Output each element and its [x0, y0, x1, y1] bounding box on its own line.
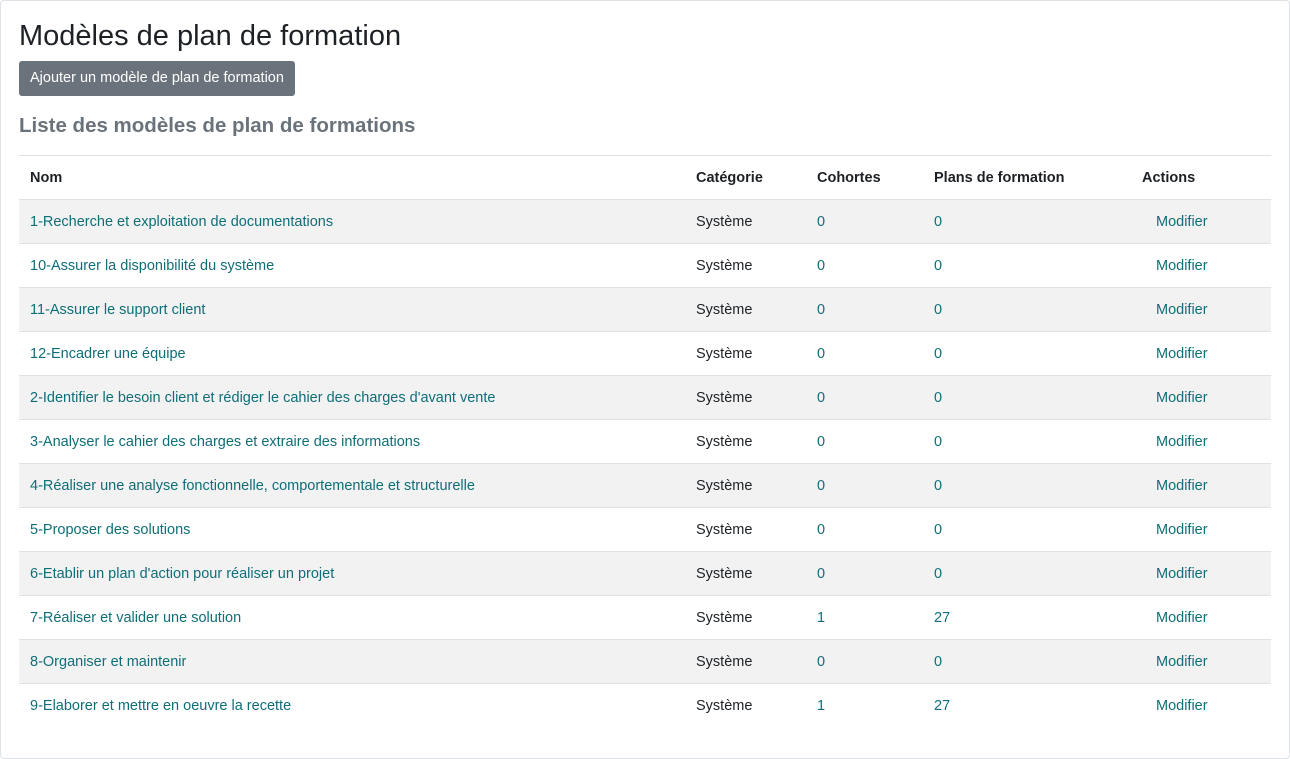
template-name-cell — [19, 244, 685, 288]
add-template-button[interactable]: Ajouter un modèle de plan de formation — [19, 61, 295, 96]
template-name-cell — [19, 640, 685, 684]
template-name-link[interactable]: 9-Elaborer et mettre en oeuvre la recette — [30, 697, 292, 714]
plans-cell — [923, 464, 1131, 508]
cohorts-cell — [806, 288, 923, 332]
cohorts-link[interactable]: 0 — [817, 345, 826, 362]
plans-link[interactable]: 27 — [934, 697, 951, 714]
modify-cell — [1131, 508, 1271, 552]
template-name-cell — [19, 684, 685, 728]
template-name-link[interactable]: 12-Encadrer une équipe — [30, 345, 186, 362]
table-row — [19, 508, 1271, 552]
templates-table — [19, 155, 1271, 728]
header-cohorts: Cohortes — [806, 156, 923, 200]
modify-cell — [1131, 464, 1271, 508]
template-name-cell — [19, 508, 685, 552]
template-name-cell — [19, 552, 685, 596]
modify-link[interactable]: Modifier — [1156, 653, 1208, 670]
cohorts-link[interactable]: 0 — [817, 521, 826, 538]
template-name-link[interactable]: 8-Organiser et maintenir — [30, 653, 187, 670]
header-plans: Plans de formation — [923, 156, 1131, 200]
cohorts-link[interactable]: 1 — [817, 697, 826, 714]
plans-link[interactable]: 0 — [934, 257, 943, 274]
cohorts-link[interactable]: 0 — [817, 301, 826, 318]
modify-link[interactable]: Modifier — [1156, 433, 1208, 450]
modify-cell — [1131, 640, 1271, 684]
section-title: Liste des modèles de plan de formations — [19, 114, 416, 137]
modify-cell — [1131, 200, 1271, 244]
category-cell: Système — [685, 596, 806, 640]
modify-cell — [1131, 684, 1271, 728]
modify-link[interactable]: Modifier — [1156, 389, 1208, 406]
category-cell: Système — [685, 508, 806, 552]
template-name-cell — [19, 332, 685, 376]
plans-cell — [923, 420, 1131, 464]
template-name-link[interactable]: 1-Recherche et exploitation de documentations — [30, 213, 334, 230]
cohorts-link[interactable]: 0 — [817, 389, 826, 406]
category-cell: Système — [685, 420, 806, 464]
header-actions: Actions — [1131, 156, 1271, 200]
plans-link[interactable]: 0 — [934, 653, 943, 670]
template-name-cell — [19, 288, 685, 332]
page-title: Modèles de plan de formation — [19, 20, 402, 52]
category-cell: Système — [685, 332, 806, 376]
modify-cell — [1131, 332, 1271, 376]
cohorts-cell — [806, 376, 923, 420]
table-row — [19, 464, 1271, 508]
plans-cell — [923, 640, 1131, 684]
plans-link[interactable]: 0 — [934, 521, 943, 538]
table-row — [19, 552, 1271, 596]
plans-cell — [923, 596, 1131, 640]
cohorts-link[interactable]: 0 — [817, 433, 826, 450]
plans-link[interactable]: 27 — [934, 609, 951, 626]
cohorts-cell — [806, 552, 923, 596]
cohorts-link[interactable]: 0 — [817, 565, 826, 582]
cohorts-cell — [806, 596, 923, 640]
category-cell: Système — [696, 697, 753, 714]
modify-link[interactable]: Modifier — [1156, 257, 1208, 274]
template-name-cell — [19, 596, 685, 640]
plans-link[interactable]: 0 — [934, 389, 943, 406]
cohorts-link[interactable]: 0 — [817, 213, 826, 230]
modify-link[interactable]: Modifier — [1156, 477, 1208, 494]
category-cell: Système — [685, 244, 806, 288]
category-cell: Système — [685, 464, 806, 508]
plans-link[interactable]: 0 — [934, 301, 943, 318]
template-name-cell — [19, 200, 685, 244]
modify-link[interactable]: Modifier — [1156, 213, 1208, 230]
plans-cell — [923, 552, 1131, 596]
modify-cell — [1131, 596, 1271, 640]
cohorts-cell — [806, 464, 923, 508]
category-cell: Système — [685, 200, 806, 244]
plans-cell — [923, 332, 1131, 376]
cohorts-cell — [806, 420, 923, 464]
table-row — [19, 684, 1271, 728]
plans-link[interactable]: 0 — [934, 433, 943, 450]
table-row — [19, 288, 1271, 332]
table-row — [19, 244, 1271, 288]
cohorts-cell — [806, 244, 923, 288]
template-name-link[interactable]: 7-Réaliser et valider une solution — [30, 609, 242, 626]
plans-link[interactable]: 0 — [934, 565, 943, 582]
table-row — [19, 376, 1271, 420]
plans-cell — [923, 508, 1131, 552]
plans-cell — [923, 288, 1131, 332]
category-cell: Système — [685, 376, 806, 420]
template-name-link[interactable]: 6-Etablir un plan d'action pour réaliser un projet — [30, 565, 335, 582]
table-header-row — [19, 156, 1271, 200]
template-name-link[interactable]: 4-Réaliser une analyse fonctionnelle, comportementale et structurelle — [30, 477, 475, 494]
category-cell: Système — [685, 552, 806, 596]
cohorts-cell — [806, 200, 923, 244]
template-name-cell — [19, 464, 685, 508]
cohorts-cell — [806, 332, 923, 376]
template-name-link[interactable]: 2-Identifier le besoin client et rédiger le cahier des charges d'avant vente — [30, 389, 496, 406]
modify-link[interactable]: Modifier — [1156, 345, 1208, 362]
plans-link[interactable]: 0 — [934, 477, 943, 494]
template-name-link[interactable]: 5-Proposer des solutions — [30, 521, 191, 538]
template-name-link[interactable]: 11-Assurer le support client — [30, 301, 206, 318]
cohorts-link[interactable]: 1 — [817, 609, 826, 626]
cohorts-link[interactable]: 0 — [817, 477, 826, 494]
cohorts-cell — [806, 508, 923, 552]
table-row — [19, 420, 1271, 464]
table-body — [19, 200, 1271, 728]
category-cell: Système — [685, 288, 806, 332]
table-row — [19, 640, 1271, 684]
header-category: Catégorie — [685, 156, 806, 200]
modify-cell — [1131, 288, 1271, 332]
modify-cell — [1131, 420, 1271, 464]
plans-cell — [923, 684, 1131, 728]
plans-link[interactable]: 0 — [934, 213, 943, 230]
modify-cell — [1131, 376, 1271, 420]
table-row — [19, 332, 1271, 376]
table-row — [19, 200, 1271, 244]
template-name-cell — [19, 420, 685, 464]
cohorts-cell — [806, 684, 923, 728]
plans-cell — [923, 200, 1131, 244]
template-name-cell — [19, 376, 685, 420]
modify-link[interactable]: Modifier — [1156, 697, 1208, 714]
modify-link[interactable]: Modifier — [1156, 609, 1208, 626]
cohorts-cell — [806, 640, 923, 684]
plans-cell — [923, 376, 1131, 420]
cohorts-link[interactable]: 0 — [817, 257, 826, 274]
template-name-link[interactable]: 10-Assurer la disponibilité du système — [30, 257, 275, 274]
modify-link[interactable]: Modifier — [1156, 301, 1208, 318]
header-name: Nom — [19, 156, 685, 200]
plans-cell — [923, 244, 1131, 288]
modify-cell — [1131, 552, 1271, 596]
table-row — [19, 596, 1271, 640]
category-cell: Système — [685, 640, 806, 684]
modify-cell — [1131, 244, 1271, 288]
modify-link[interactable]: Modifier — [1156, 521, 1208, 538]
modify-link[interactable]: Modifier — [1156, 565, 1208, 582]
plans-link[interactable]: 0 — [934, 345, 943, 362]
cohorts-link[interactable]: 0 — [817, 653, 826, 670]
template-name-link[interactable]: 3-Analyser le cahier des charges et extraire des informations — [30, 433, 421, 450]
